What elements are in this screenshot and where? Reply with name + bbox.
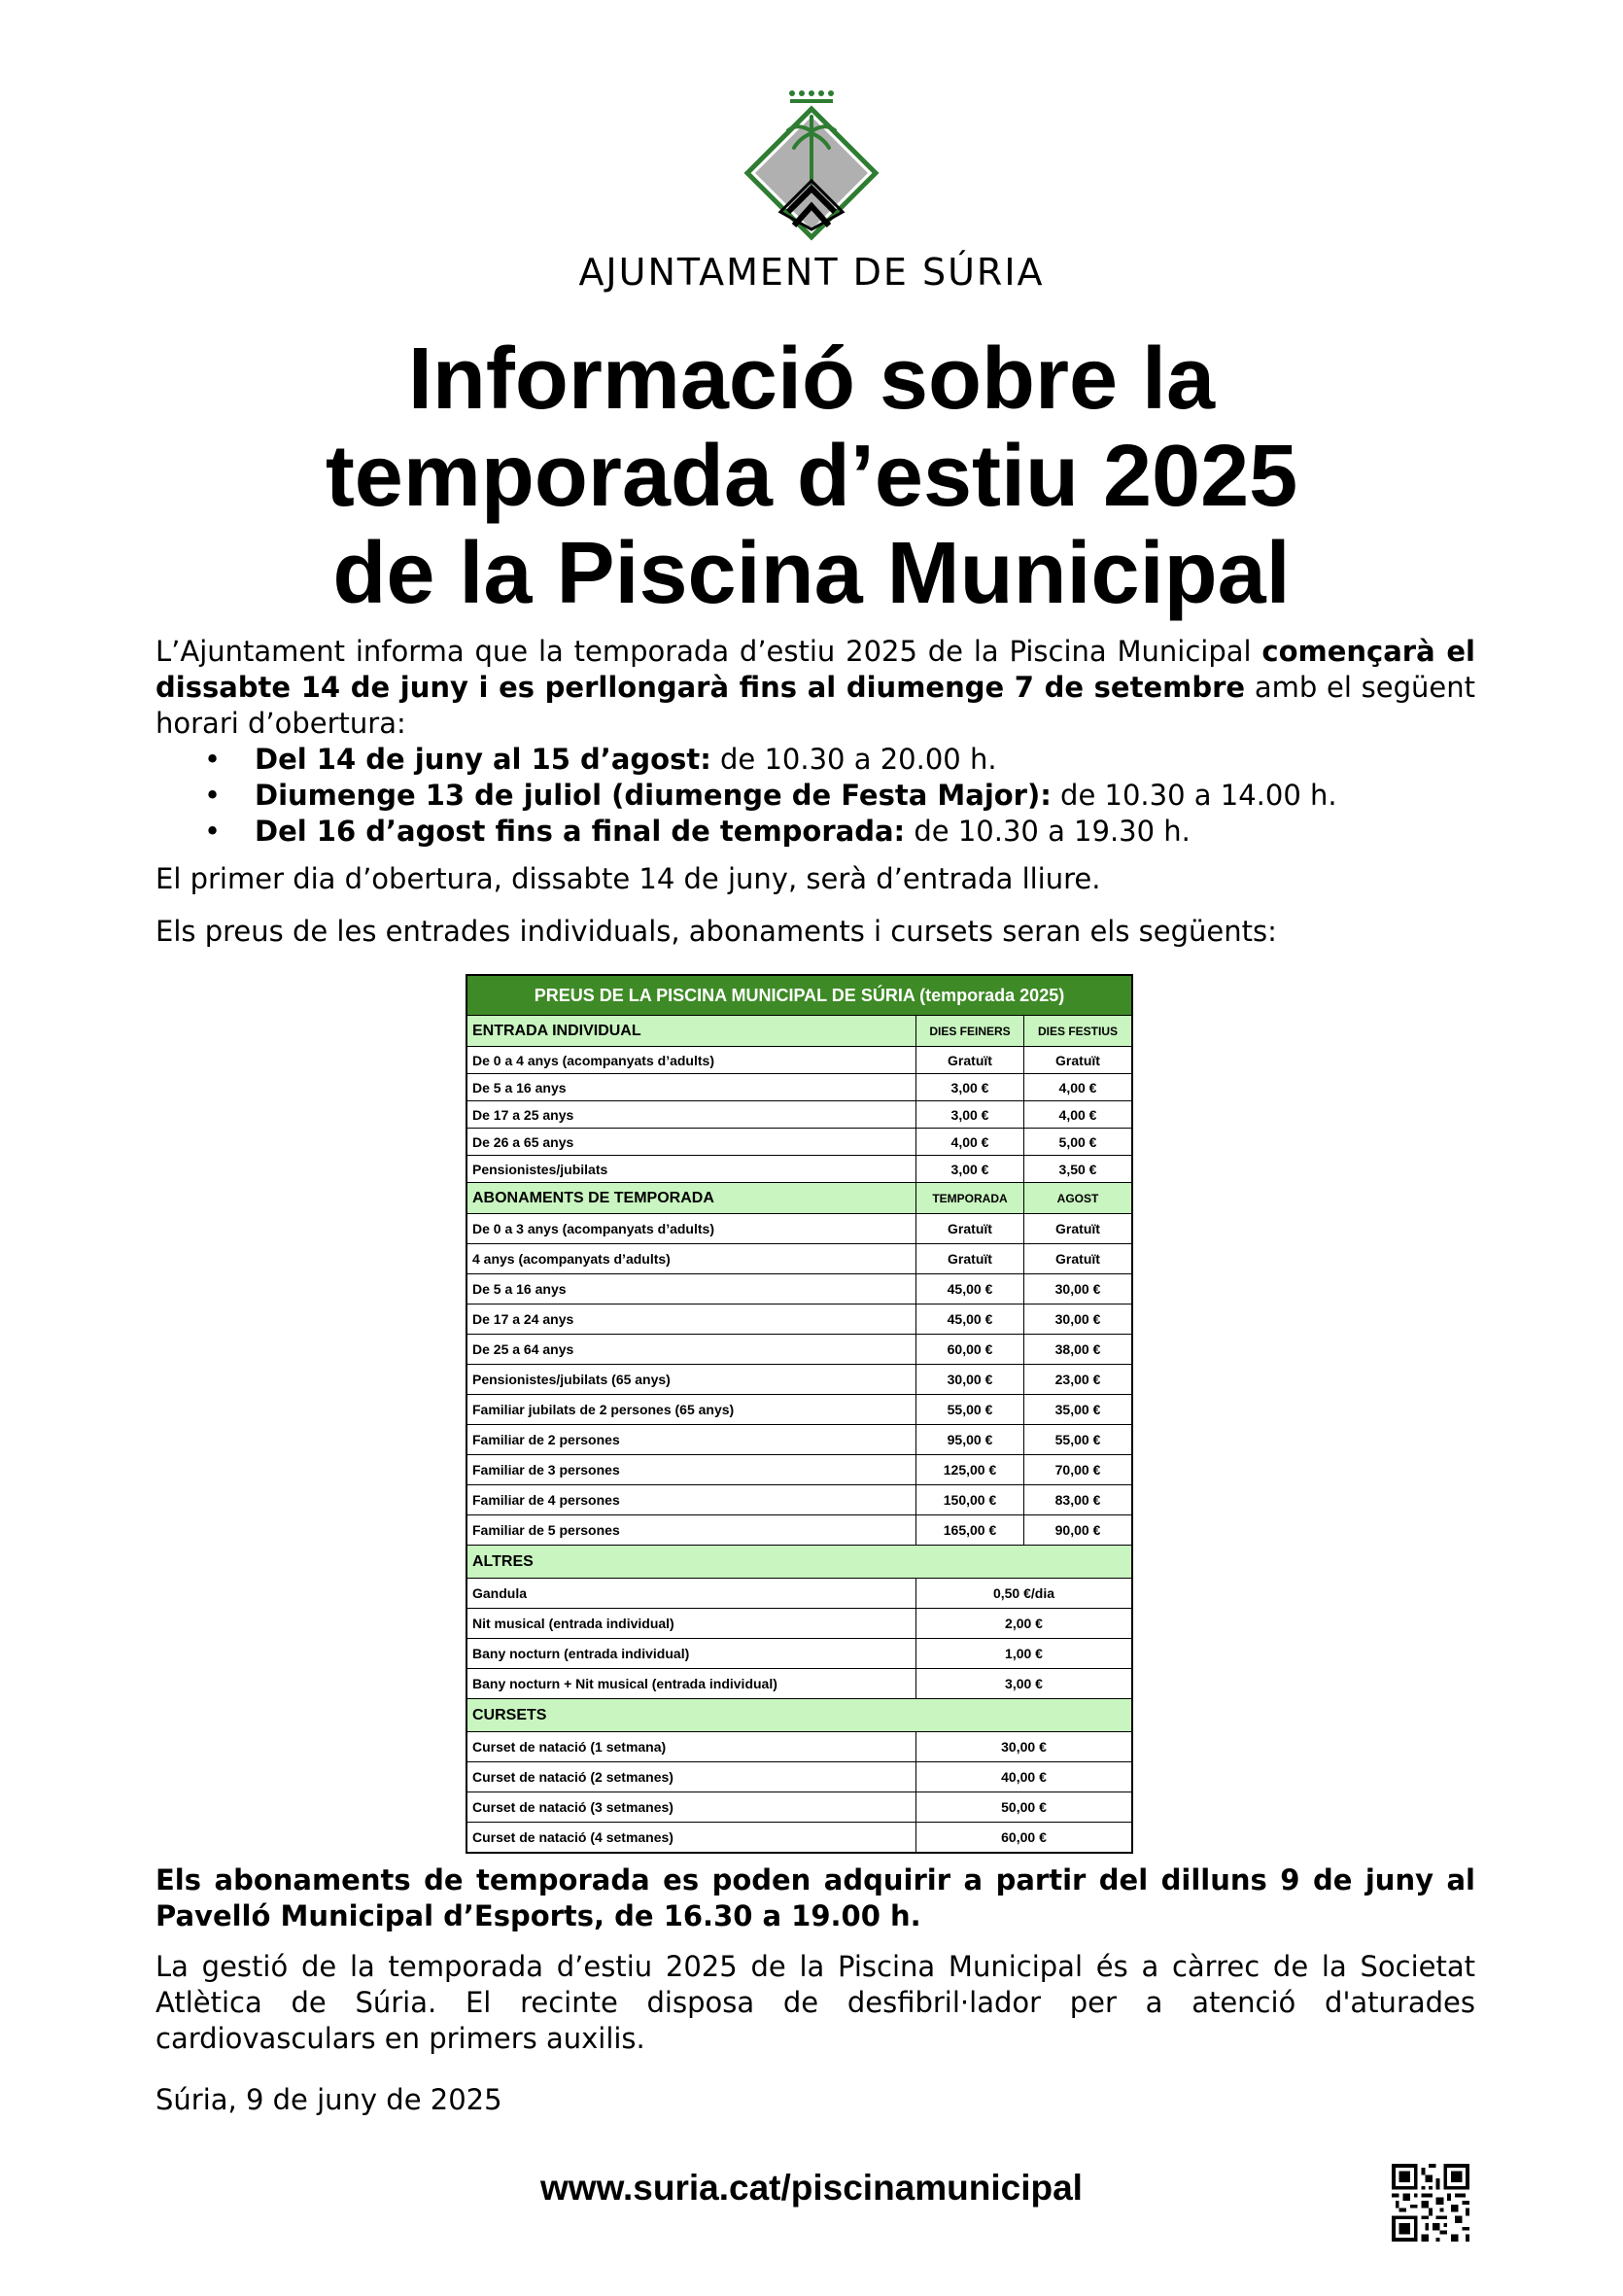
title-line: de la Piscina Municipal (332, 525, 1291, 622)
table-row: Familiar de 5 persones 165,00 € 90,00 € (466, 1515, 1132, 1546)
table-row: De 0 a 4 anys (acompanyats d’adults) Gratuït Gratuït (466, 1047, 1132, 1074)
table-row: De 5 a 16 anys 45,00 € 30,00 € (466, 1274, 1132, 1305)
section-header-row: ABONAMENTS DE TEMPORADA TEMPORADA AGOST (466, 1183, 1132, 1214)
schedule-list (204, 742, 1337, 850)
list-item: • Del 16 d’agost fins a final de temporada: de 10.30 a 19.30 h. (204, 814, 1337, 850)
table-row: Curset de natació (1 setmana) 30,00 € (466, 1732, 1132, 1762)
table-row: De 26 a 65 anys 4,00 € 5,00 € (466, 1129, 1132, 1156)
table-row: Familiar de 3 persones 125,00 € 70,00 € (466, 1455, 1132, 1485)
table-row: De 17 a 25 anys 3,00 € 4,00 € (466, 1101, 1132, 1129)
table-row: Curset de natació (2 setmanes) 40,00 € (466, 1762, 1132, 1792)
title-line: temporada d’estiu 2025 (325, 428, 1298, 525)
table-row: Bany nocturn + Nit musical (entrada individual) 3,00 € (466, 1669, 1132, 1699)
list-item: • Del 14 de juny al 15 d’agost: de 10.30 a 20.00 h. (204, 742, 1337, 778)
organization-name: AJUNTAMENT DE SÚRIA (578, 251, 1045, 294)
list-item: • Diumenge 13 de juliol (diumenge de Festa Major): de 10.30 a 14.00 h. (204, 778, 1337, 814)
table-row: Gandula 0,50 €/dia (466, 1579, 1132, 1609)
table-row: Pensionistes/jubilats (65 anys) 30,00 € 23,00 € (466, 1365, 1132, 1395)
table-row: De 25 a 64 anys 60,00 € 38,00 € (466, 1335, 1132, 1365)
table-row: De 0 a 3 anys (acompanyats d’adults) Gratuït Gratuït (466, 1214, 1132, 1244)
table-row: Nit musical (entrada individual) 2,00 € (466, 1609, 1132, 1639)
opening-day-note: El primer dia d’obertura, dissabte 14 de juny, serà d’entrada lliure. (155, 862, 1101, 895)
table-row: 4 anys (acompanyats d’adults) Gratuït Gratuït (466, 1244, 1132, 1274)
table-row: Curset de natació (3 setmanes) 50,00 € (466, 1792, 1132, 1823)
table-row: Familiar de 2 persones 95,00 € 55,00 € (466, 1425, 1132, 1455)
title-line: Informació sobre la (407, 330, 1216, 428)
section-header-row: CURSETS (466, 1699, 1132, 1732)
coat-of-arms-icon (734, 87, 889, 258)
purchase-note: Els abonaments de temporada es poden adquirir a partir del dilluns 9 de juny al Pavelló Municipal d’Esports, de 16.30 a 19.00 h. (155, 1863, 1475, 1932)
place-date: Súria, 9 de juny de 2025 (155, 2083, 502, 2116)
section-header-row: ENTRADA INDIVIDUAL DIES FEINERS DIES FESTIUS (466, 1016, 1132, 1047)
management-note: La gestió de la temporada d’estiu 2025 de la Piscina Municipal és a càrrec de la Societat Atlètica de Súria. El recinte disposa de desfibril·lador per a atenció d'aturades cardiovasculars en primers auxilis. (155, 1950, 1475, 2055)
table-row: Curset de natació (4 setmanes) 60,00 € (466, 1823, 1132, 1854)
table-title: PREUS DE LA PISCINA MUNICIPAL DE SÚRIA (temporada 2025) (466, 975, 1132, 1016)
table-row: Bany nocturn (entrada individual) 1,00 € (466, 1639, 1132, 1669)
page-title (0, 330, 1623, 622)
website-link[interactable]: www.suria.cat/piscinamunicipal (540, 2168, 1083, 2208)
price-table (466, 974, 1133, 1854)
table-row: Familiar jubilats de 2 persones (65 anys) 55,00 € 35,00 € (466, 1395, 1132, 1425)
prices-intro: Els preus de les entrades individuals, abonaments i cursets seran els següents: (155, 915, 1277, 948)
intro-paragraph: L’Ajuntament informa que la temporada d’estiu 2025 de la Piscina Municipal començarà el dissabte 14 de juny i es perllongarà fins al diumenge 7 de setembre amb el següent horari d’obertura: (155, 635, 1475, 740)
table-row: De 5 a 16 anys 3,00 € 4,00 € (466, 1074, 1132, 1101)
table-row: De 17 a 24 anys 45,00 € 30,00 € (466, 1305, 1132, 1335)
section-header-row: ALTRES (466, 1546, 1132, 1579)
qr-code-icon (1392, 2164, 1469, 2242)
table-row: Pensionistes/jubilats 3,00 € 3,50 € (466, 1156, 1132, 1183)
table-row: Familiar de 4 persones 150,00 € 83,00 € (466, 1485, 1132, 1515)
